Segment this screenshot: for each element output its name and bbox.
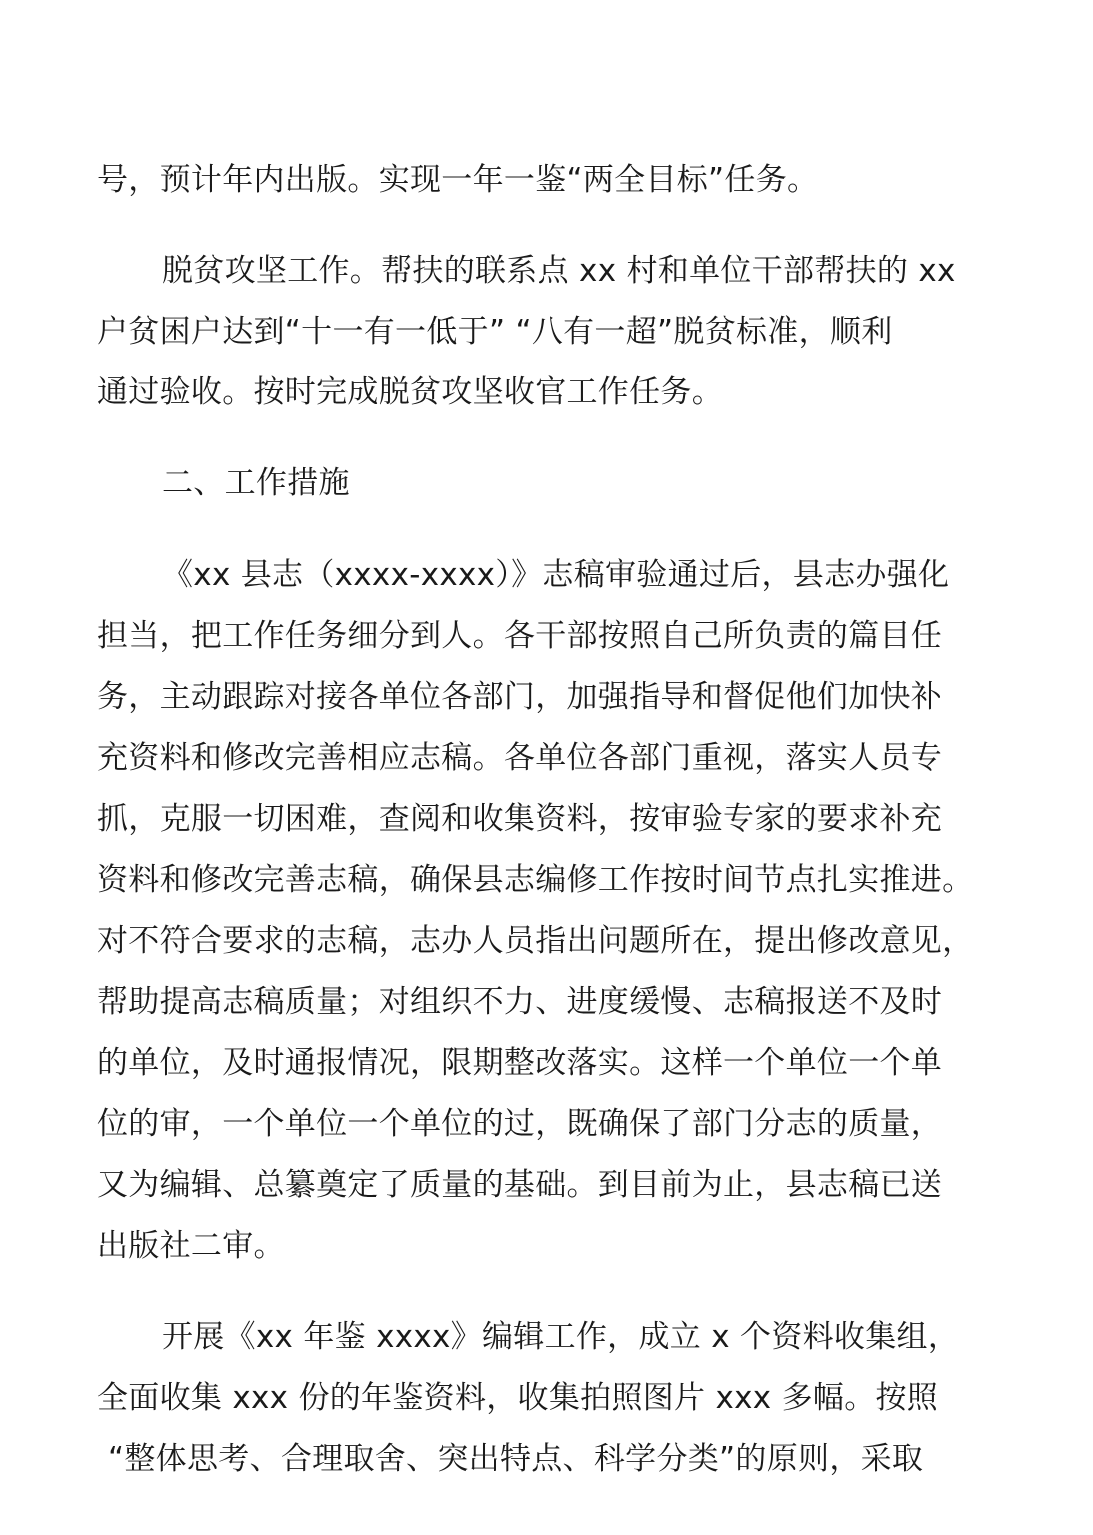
paragraph-start-line: 开展《xx 年鉴 xxxx》编辑工作，成立 x 个资料收集组， [162,1319,960,1355]
text-line: 全面收集 xxx 份的年鉴资料，收集拍照图片 xxx 多幅。按照 [97,1380,939,1416]
text-line: 又为编辑、总纂奠定了质量的基础。到目前为止，县志稿已送 [97,1167,943,1203]
text-line: 对不符合要求的志稿，志办人员指出问题所在，提出修改意见， [97,923,974,959]
text-line: 通过验收。按时完成脱贫攻坚收官工作任务。 [97,374,723,410]
text-line: 务，主动跟踪对接各单位各部门，加强指导和督促他们加快补 [97,679,943,715]
text-line: 帮助提高志稿质量；对组织不力、进度缓慢、志稿报送不及时 [97,984,943,1020]
text-line: 号，预计年内出版。实现一年一鉴“两全目标”任务。 [97,162,819,198]
text-line: 位的审，一个单位一个单位的过，既确保了部门分志的质量， [97,1106,943,1142]
text-line: 资料和修改完善志稿，确保县志编修工作按时间节点扎实推进。 [97,862,974,898]
paragraph-start-line: 《xx 县志（xxxx-xxxx）》志稿审验通过后，县志办强化 [162,557,950,593]
text-line: 出版社二审。 [97,1228,285,1264]
paragraph-start-line: 脱贫攻坚工作。帮扶的联系点 xx 村和单位干部帮扶的 xx [162,253,956,289]
text-line: 抓，克服一切困难，查阅和收集资料，按审验专家的要求补充 [97,801,943,837]
section-heading: 二、工作措施 [162,465,350,501]
text-line: “整体思考、合理取舍、突出特点、科学分类”的原则，采取 [108,1441,924,1477]
text-line: 担当，把工作任务细分到人。各干部按照自己所负责的篇目任 [97,618,943,654]
text-line: 户贫困户达到“十一有一低于” “八有一超”脱贫标准，顺利 [97,314,893,350]
text-line: 充资料和修改完善相应志稿。各单位各部门重视，落实人员专 [97,740,943,776]
text-line: 的单位，及时通报情况，限期整改落实。这样一个单位一个单 [97,1045,943,1081]
